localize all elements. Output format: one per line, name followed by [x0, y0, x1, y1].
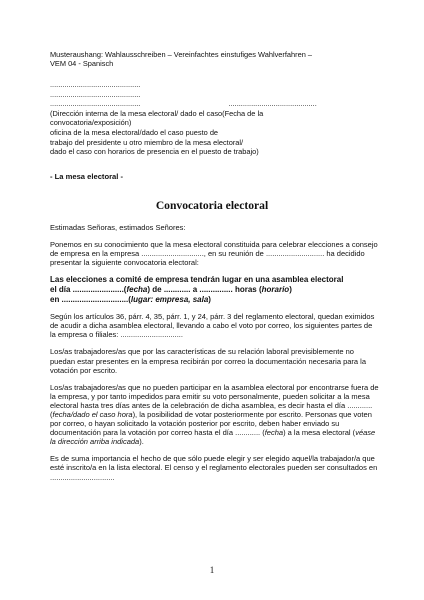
paragraph: Los/as trabajadores/as que por las características de su relación laboral previsiblemente no puedan estar presentes en la empresa recibirán por correo la documentación necesaria para la votación por escrito.	[50, 347, 367, 375]
address-dots: ............................................	[50, 89, 141, 99]
paragraph: Es de suma importancia el hecho de que sólo puede elegir y ser elegido aquel/la trabajador/a que esté inscrito/a en la lista electoral. El censo y el reglamento electorales pueden ser consultados en ...............................	[50, 454, 378, 482]
document-body	[50, 223, 380, 490]
address-dots: ............................................	[50, 99, 141, 109]
header-line: Musteraushang: Wahlausschreiben – Vereinfachtes einstufiges Wahlverfahren –	[50, 50, 312, 59]
italic-text: fecha	[264, 428, 284, 438]
text: ).	[139, 437, 144, 447]
address-line: convocatoria/exposición)	[50, 118, 132, 128]
italic-text: véase la dirección arriba indicada	[50, 428, 376, 447]
paragraph: Según los artículos 36, párr. 4, 35, párr. 1, y 24, párr. 3 del reglamento electoral, quedan eximidos de acudir a dicha asamblea electoral, llevando a cabo el voto por correo, los siguientes partes de la empresa o filiales: ..............................	[50, 312, 375, 340]
signoff: - La mesa electoral -	[50, 172, 124, 181]
italic-text: lugar: empresa, sala	[130, 294, 209, 304]
text: Los/as trabajadores/as que no pueden participar en la asamblea electoral por encontrarse fuera de la empresa, y por tanto impedidos para emitir su voto personalmente, pueden solicitar a la mesa electoral hasta tres días antes de la celebración de dicha asamblea, es decir hasta el día ............ (	[50, 382, 379, 419]
italic-text: fecha	[126, 284, 148, 294]
greeting: Estimadas Señoras, estimados Señores:	[50, 223, 186, 232]
address-line: (Dirección interna de la mesa electoral/ dado el caso(Fecha de la	[50, 108, 264, 118]
paragraph	[50, 383, 380, 447]
header-line: VEM 04 - Spanisch	[50, 59, 114, 69]
address-block	[50, 80, 380, 157]
bold-text: )	[289, 284, 292, 294]
address-dots-row	[50, 99, 380, 109]
bold-text: en ..............................(	[50, 294, 131, 304]
address-line: dado el caso con horarios de presencia en el puesto de trabajo)	[50, 147, 259, 157]
document-title: Convocatoria electoral	[155, 199, 269, 212]
address-line: oficina de la mesa electoral/dado el caso puesto de	[50, 127, 219, 137]
document-header	[50, 50, 380, 68]
bold-text: )	[208, 294, 211, 304]
page-number: 1	[209, 565, 215, 575]
address-dots: ............................................	[50, 80, 141, 89]
bold-text: el día .......................(	[50, 284, 127, 294]
paragraph: Ponemos en su conocimiento que la mesa electoral constituida para celebrar elecciones a consejo de empresa en la empresa .............................., en su reunión de ............................ ha decidido presentar la siguiente convocatoria electoral:	[50, 240, 378, 268]
bold-line: Las elecciones a comité de empresa tendrán lugar en una asamblea electoral	[50, 275, 344, 285]
text: ), la posibilidad de votar posteriormente por escrito. Personas que voten por correo, o hayan solicitado la votación posterior por escrito, deben haber enviado su documentación para la votación por correo hasta el día ............ (	[50, 410, 372, 438]
text: ) a la mesa electoral (	[283, 428, 356, 438]
italic-text: fecha/dado el caso hora	[52, 410, 133, 419]
address-line: trabajo del presidente u otro miembro de la mesa electoral/	[50, 137, 244, 147]
election-details	[50, 275, 380, 304]
italic-text: horario	[261, 284, 290, 294]
date-dots: ...........................................	[228, 99, 317, 109]
bold-text: ) de ............ a ............... horas (	[147, 284, 262, 294]
